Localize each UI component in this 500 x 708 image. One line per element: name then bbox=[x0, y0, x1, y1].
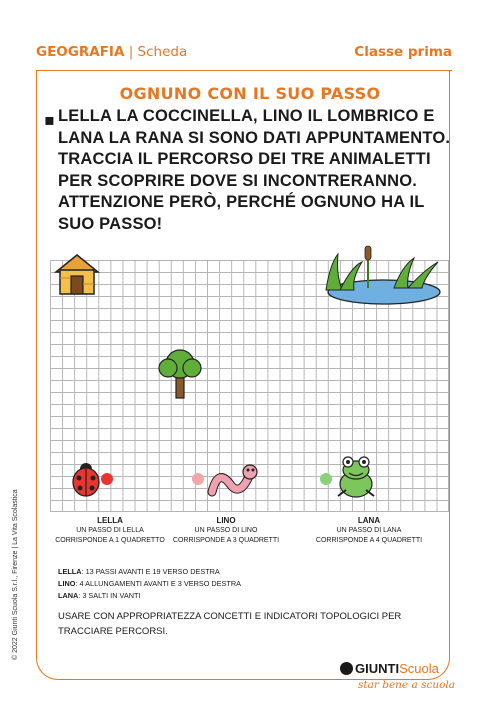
pond-icon bbox=[316, 244, 444, 306]
header-subject bbox=[36, 44, 187, 60]
lella-start-dot bbox=[101, 473, 113, 485]
path-lella bbox=[58, 566, 241, 578]
class-label: Classe prima bbox=[354, 44, 452, 60]
path-descriptions bbox=[58, 566, 241, 602]
path-lino-text: : 4 ALLUNGAMENTI AVANTI E 3 VERSO DESTRA bbox=[75, 579, 242, 588]
brand-logo bbox=[340, 661, 439, 676]
brand-tagline: star bene a scuola bbox=[358, 679, 456, 691]
path-lino bbox=[58, 578, 241, 590]
animal-name-lella: LELLA bbox=[97, 516, 123, 525]
brand-name-light: Scuola bbox=[399, 661, 439, 676]
lana-start-dot bbox=[320, 473, 332, 485]
tree-icon bbox=[158, 344, 202, 400]
learning-objective: USARE CON APPROPRIATEZZA CONCETTI E INDICATORI TOPOLOGICI PER TRACCIARE PERCORSI. bbox=[58, 611, 402, 637]
path-lana-name: LANA bbox=[58, 591, 79, 600]
section-label: Scheda bbox=[137, 44, 188, 60]
worm-icon bbox=[206, 462, 262, 498]
instructions-text: LELLA LA COCCINELLA, LINO IL LOMBRICO E LANA LA RANA SI SONO DATI APPUNTAMENTO. TRACCIA IL PERCORSO DEI TRE ANIMALETTI PER SCOPRIRE DOVE SI INCONTRERANNO. ATTENZIONE PERÒ, PERCHÉ OGNUNO HA IL SUO PASSO! bbox=[58, 107, 451, 233]
worksheet-title: OGNUNO CON IL SUO PASSO bbox=[119, 84, 381, 103]
path-lana-text: : 3 SALTI IN VANTI bbox=[78, 591, 141, 600]
giunti-logo-icon bbox=[340, 662, 353, 675]
animal-step-lana: UN PASSO DI LANA CORRISPONDE A 4 QUADRETTI bbox=[315, 527, 423, 544]
copyright-text: © 2022 Giunti Scuola S.r.l., Firenze | La Vita Scolastica bbox=[12, 489, 19, 660]
animal-name-lana: LANA bbox=[357, 516, 381, 525]
animal-name-lino: LINO bbox=[216, 516, 236, 525]
ladybug-icon bbox=[68, 460, 104, 498]
animal-step-lino: UN PASSO DI LINO CORRISPONDE A 3 QUADRETTI bbox=[172, 527, 280, 544]
bullet-icon: ▪ bbox=[44, 110, 55, 129]
header-separator: | bbox=[124, 44, 138, 60]
path-lella-text: : 13 PASSI AVANTI E 19 VERSO DESTRA bbox=[81, 567, 220, 576]
subject-label: GEOGRAFIA bbox=[36, 44, 125, 60]
house-icon bbox=[52, 252, 102, 296]
path-lino-name: LINO bbox=[58, 579, 76, 588]
lino-start-dot bbox=[192, 473, 204, 485]
brand-name-bold: GIUNTI bbox=[355, 661, 400, 676]
path-lana bbox=[58, 590, 241, 602]
frog-icon bbox=[332, 454, 380, 500]
path-lella-name: LELLA bbox=[58, 567, 82, 576]
animal-step-lella: UN PASSO DI LELLA CORRISPONDE A 1 QUADRETTO bbox=[55, 527, 165, 544]
